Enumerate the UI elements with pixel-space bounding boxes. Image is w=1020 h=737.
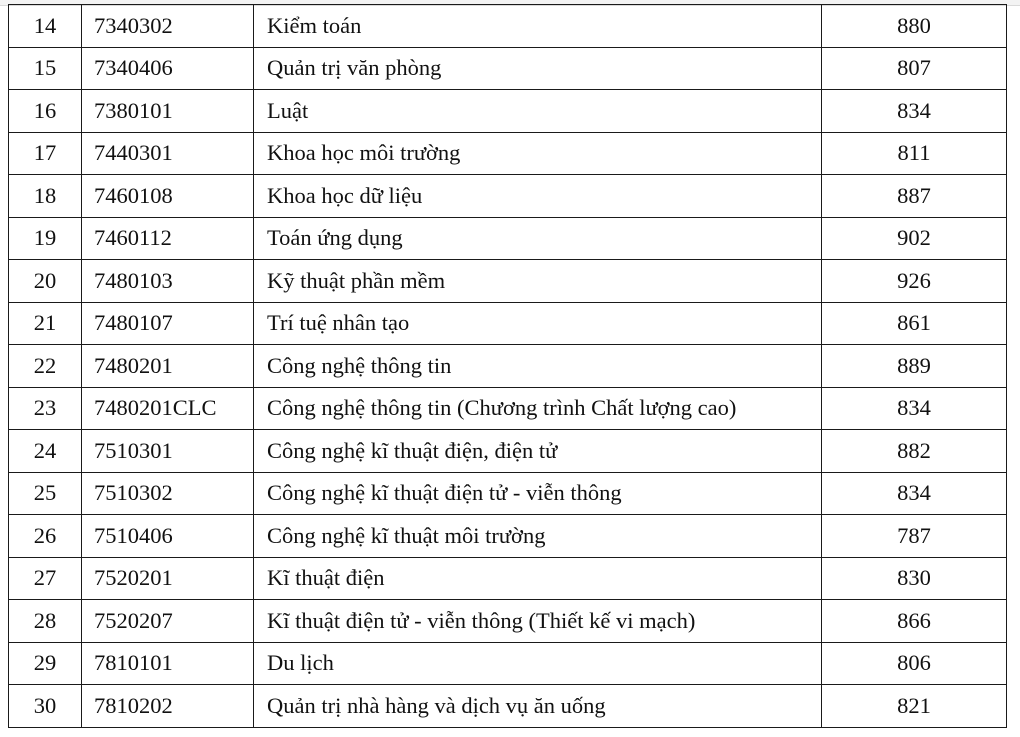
score-cell: 787 (822, 515, 1007, 558)
major-name-cell: Công nghệ thông tin (Chương trình Chất lượng cao) (254, 387, 822, 430)
major-name-cell: Kiểm toán (254, 5, 822, 48)
row-number-cell: 18 (9, 175, 82, 218)
row-number-cell: 21 (9, 302, 82, 345)
major-name-cell: Công nghệ kĩ thuật điện tử - viễn thông (254, 472, 822, 515)
table-row (9, 345, 1007, 388)
major-code-cell: 7520207 (82, 600, 254, 643)
major-code-cell: 7810101 (82, 642, 254, 685)
major-code-cell: 7340406 (82, 47, 254, 90)
row-number-cell: 17 (9, 132, 82, 175)
table-row (9, 302, 1007, 345)
score-cell: 902 (822, 217, 1007, 260)
major-name-cell: Quản trị nhà hàng và dịch vụ ăn uống (254, 685, 822, 728)
row-number-cell: 25 (9, 472, 82, 515)
table-row (9, 175, 1007, 218)
score-cell: 861 (822, 302, 1007, 345)
score-cell: 834 (822, 472, 1007, 515)
score-cell: 834 (822, 90, 1007, 133)
score-cell: 887 (822, 175, 1007, 218)
major-code-cell: 7480201 (82, 345, 254, 388)
major-name-cell: Du lịch (254, 642, 822, 685)
major-name-cell: Công nghệ kĩ thuật môi trường (254, 515, 822, 558)
score-cell: 830 (822, 557, 1007, 600)
major-name-cell: Công nghệ kĩ thuật điện, điện tử (254, 430, 822, 473)
row-number-cell: 28 (9, 600, 82, 643)
major-name-cell: Kỹ thuật phần mềm (254, 260, 822, 303)
major-code-cell: 7520201 (82, 557, 254, 600)
table-row (9, 387, 1007, 430)
major-code-cell: 7340302 (82, 5, 254, 48)
table-row (9, 600, 1007, 643)
table-row (9, 430, 1007, 473)
score-cell: 926 (822, 260, 1007, 303)
major-code-cell: 7480107 (82, 302, 254, 345)
score-cell: 806 (822, 642, 1007, 685)
major-code-cell: 7480201CLC (82, 387, 254, 430)
row-number-cell: 30 (9, 685, 82, 728)
score-cell: 834 (822, 387, 1007, 430)
table-row (9, 685, 1007, 728)
major-code-cell: 7480103 (82, 260, 254, 303)
major-name-cell: Khoa học môi trường (254, 132, 822, 175)
major-code-cell: 7510406 (82, 515, 254, 558)
major-name-cell: Kĩ thuật điện (254, 557, 822, 600)
major-code-cell: 7380101 (82, 90, 254, 133)
score-cell: 821 (822, 685, 1007, 728)
row-number-cell: 14 (9, 5, 82, 48)
major-code-cell: 7510301 (82, 430, 254, 473)
score-cell: 807 (822, 47, 1007, 90)
table-row (9, 557, 1007, 600)
row-number-cell: 20 (9, 260, 82, 303)
row-number-cell: 19 (9, 217, 82, 260)
major-name-cell: Công nghệ thông tin (254, 345, 822, 388)
row-number-cell: 23 (9, 387, 82, 430)
row-number-cell: 27 (9, 557, 82, 600)
row-number-cell: 22 (9, 345, 82, 388)
admission-table-container (8, 4, 1007, 728)
score-cell: 811 (822, 132, 1007, 175)
row-number-cell: 15 (9, 47, 82, 90)
major-name-cell: Toán ứng dụng (254, 217, 822, 260)
score-cell: 880 (822, 5, 1007, 48)
major-code-cell: 7810202 (82, 685, 254, 728)
major-code-cell: 7440301 (82, 132, 254, 175)
table-row (9, 472, 1007, 515)
table-row (9, 217, 1007, 260)
major-name-cell: Luật (254, 90, 822, 133)
table-row (9, 642, 1007, 685)
table-row (9, 132, 1007, 175)
row-number-cell: 16 (9, 90, 82, 133)
admission-score-table (8, 4, 1007, 728)
table-body (9, 5, 1007, 728)
major-name-cell: Trí tuệ nhân tạo (254, 302, 822, 345)
score-cell: 866 (822, 600, 1007, 643)
table-row (9, 5, 1007, 48)
table-row (9, 90, 1007, 133)
row-number-cell: 26 (9, 515, 82, 558)
major-name-cell: Kĩ thuật điện tử - viễn thông (Thiết kế vi mạch) (254, 600, 822, 643)
table-row (9, 47, 1007, 90)
table-row (9, 515, 1007, 558)
major-name-cell: Khoa học dữ liệu (254, 175, 822, 218)
major-code-cell: 7460108 (82, 175, 254, 218)
score-cell: 889 (822, 345, 1007, 388)
row-number-cell: 29 (9, 642, 82, 685)
score-cell: 882 (822, 430, 1007, 473)
table-row (9, 260, 1007, 303)
major-code-cell: 7460112 (82, 217, 254, 260)
row-number-cell: 24 (9, 430, 82, 473)
major-code-cell: 7510302 (82, 472, 254, 515)
major-name-cell: Quản trị văn phòng (254, 47, 822, 90)
